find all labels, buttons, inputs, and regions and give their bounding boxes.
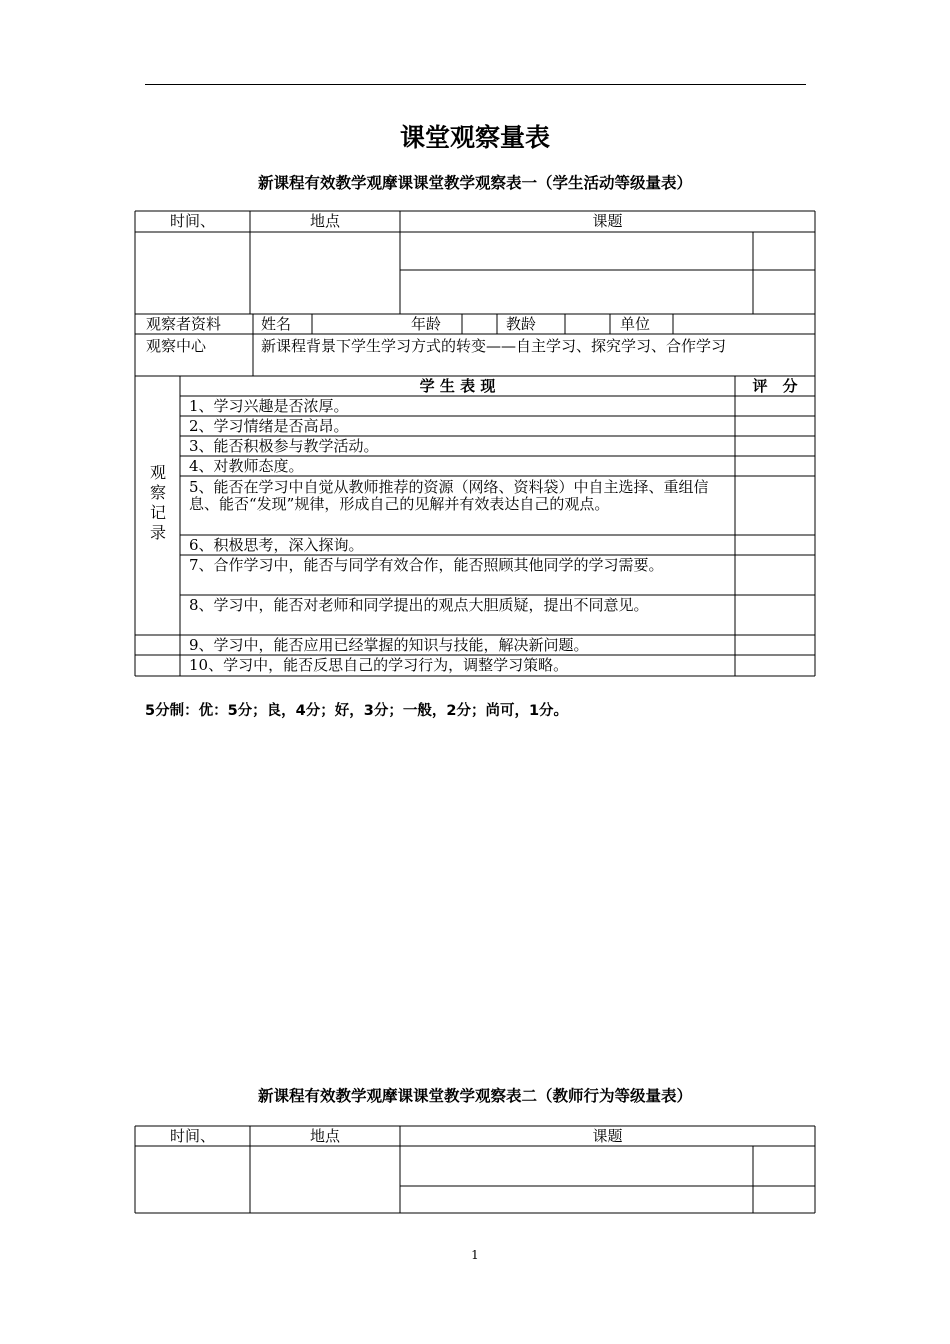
- table1-caption: 新课程有效教学观摩课课堂教学观察表一（学生活动等级量表）: [257, 174, 692, 192]
- page-number: 1: [471, 1248, 479, 1262]
- list-item: 5、能否在学习中自觉从教师推荐的资源（网络、资料袋）中自主选择、重组信息、能否“发现”规律，形成自己的见解并有效表达自己的观点。: [189, 478, 709, 513]
- observation-center-value: 新课程背景下学生学习方式的转变——自主学习、探究学习、合作学习: [261, 337, 727, 355]
- observation-center-label: 观察中心: [146, 337, 207, 355]
- observation-record-label: 观 察 记 录: [149, 463, 166, 542]
- list-item: 10、学习中，能否反思自己的学习行为，调整学习策略。: [189, 656, 569, 674]
- student-performance-header: 学 生 表 现: [419, 377, 496, 395]
- list-item: 3、能否积极参与教学活动。: [189, 437, 379, 455]
- observer-name-label: 姓名: [261, 315, 292, 333]
- scoring-note: 5分制：优：5分；良，4分；好，3分；一般，2分；尚可，1分。: [145, 703, 569, 719]
- observer-age-label: 年龄: [411, 315, 442, 333]
- topic-header: 课题: [592, 212, 623, 230]
- table2-caption: 新课程有效教学观摩课课堂教学观察表二（教师行为等级量表）: [257, 1087, 692, 1105]
- list-item: 1、学习兴趣是否浓厚。: [189, 397, 349, 415]
- time-header: 时间、: [169, 212, 215, 230]
- observer-teaching-years-label: 教龄: [506, 315, 537, 333]
- list-item: 6、积极思考，深入探询。: [189, 536, 364, 554]
- table2-topic-header: 课题: [592, 1127, 623, 1145]
- list-item: 7、合作学习中，能否与同学有效合作，能否照顾其他同学的学习需要。: [189, 556, 664, 574]
- observer-unit-label: 单位: [620, 315, 651, 333]
- list-item: 8、学习中，能否对老师和同学提出的观点大胆质疑，提出不同意见。: [189, 596, 649, 614]
- table2-time-header: 时间、: [169, 1127, 215, 1145]
- list-item: 4、对教师态度。: [189, 457, 304, 475]
- list-item: 9、学习中，能否应用已经掌握的知识与技能，解决新问题。: [189, 636, 589, 654]
- score-header: 评 分: [752, 377, 798, 395]
- list-item: 2、学习情绪是否高昂。: [189, 417, 349, 435]
- page-title: 课堂观察量表: [399, 123, 550, 152]
- place-header: 地点: [309, 212, 340, 230]
- table2-place-header: 地点: [309, 1127, 340, 1145]
- observer-info-label: 观察者资料: [146, 315, 222, 333]
